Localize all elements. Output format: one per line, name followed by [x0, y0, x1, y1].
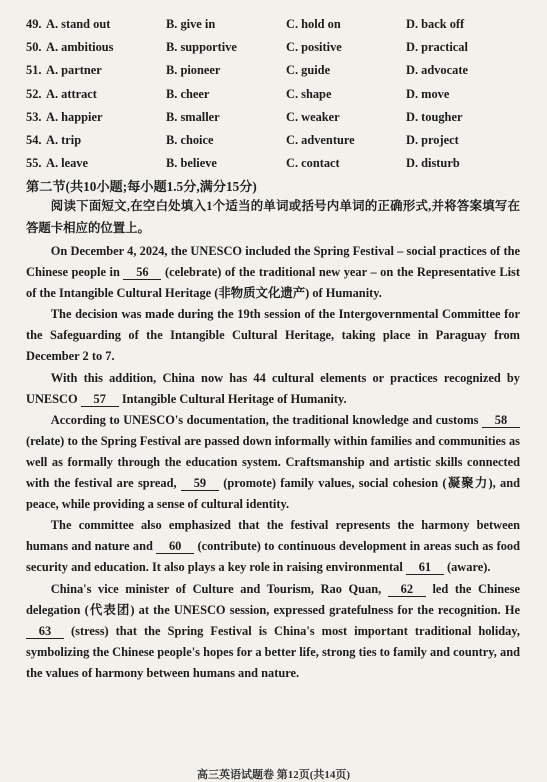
text-span: (promote) family values, social cohesion (凝聚力), and peace, while providing a sense of cultural identity. [26, 476, 520, 512]
option-b: B. pioneer [166, 63, 221, 78]
option-row-50 [26, 36, 536, 59]
option-c: C. adventure [286, 133, 355, 148]
text-span: With this addition, China now has 44 cultural elements or practices recognized by UNESCO [26, 370, 520, 406]
option-d: D. practical [406, 40, 468, 55]
option-a: A. attract [46, 86, 97, 101]
option-b: B. choice [166, 133, 214, 148]
option-a: A. happier [46, 109, 103, 124]
option-b: B. supportive [166, 40, 237, 55]
blank-62: 62 [388, 582, 426, 597]
option-b: B. give in [166, 17, 216, 32]
blank-57: 57 [81, 392, 119, 407]
question-number: 52. [26, 86, 42, 101]
option-b: B. smaller [166, 109, 220, 124]
blank-61: 61 [406, 560, 444, 575]
page-footer: 高三英语试题卷 第12页(共14页) [196, 769, 351, 781]
option-row-53 [26, 106, 536, 129]
blank-63: 63 [26, 624, 64, 639]
instructions [26, 196, 520, 239]
question-number: 54. [26, 133, 42, 148]
question-number: 55. [26, 156, 42, 171]
option-b: B. believe [166, 156, 217, 171]
option-row-51 [26, 59, 536, 82]
option-c: C. positive [286, 40, 342, 55]
blank-58: 58 [482, 413, 520, 428]
option-c: C. weaker [286, 109, 340, 124]
option-row-49 [26, 13, 536, 36]
option-c: C. hold on [286, 17, 341, 32]
option-d: D. tougher [406, 109, 463, 124]
question-number: 49. [26, 17, 42, 32]
option-a: A. trip [46, 133, 82, 148]
paragraph-6 [26, 579, 520, 684]
instruction-text: 阅读下面短文,在空白处填入1个适当的单词或括号内单词的正确形式,并将答案填写在答题卡相应的位置上。 [26, 199, 520, 235]
options-table [26, 13, 536, 175]
text-span: (celebrate) of the traditional new year – on the Representative List of the Intangible Cultural Heritage (非物质文化遗产) of Humanity. [26, 265, 521, 301]
question-number: 51. [26, 63, 42, 78]
option-c: C. shape [286, 86, 332, 101]
text-span: led the Chinese delegation (代表团) at the UNESCO session, expressed gratefulness for the recognition. He [26, 581, 520, 617]
text-span: (aware). [443, 560, 491, 575]
text-span: China's vice minister of Culture and Tourism, Rao Quan, [50, 581, 388, 596]
text-span: Intangible Cultural Heritage of Humanity. [118, 391, 347, 406]
option-row-52 [26, 83, 536, 106]
blank-60: 60 [156, 539, 194, 554]
text-span: (stress) that the Spring Festival is China's most important traditional holiday, symbolizing the Chinese people's hopes for a better life, strong ties to family and country, and the values of harmony between humans and nature. [26, 623, 520, 680]
paragraph-3 [26, 368, 520, 410]
blank-56: 56 [123, 265, 161, 280]
text-span: The committee also emphasized that the festival represents the harmony between humans and nature and [26, 518, 520, 554]
option-c: C. contact [286, 156, 340, 171]
text-span: On December 4, 2024, the UNESCO included the Spring Festival – social practices of the Chinese people in [26, 244, 520, 280]
option-d: D. disturb [406, 156, 460, 171]
paragraph-2: The decision was made during the 19th session of the Intergovernmental Committee for the Safeguarding of the Intangible Cultural Heritage, taking place in Paraguay from December 2 to 7. [26, 307, 520, 364]
paragraph-1 [26, 241, 520, 304]
section-heading: 第二节(共10小题;每小题1.5分,满分15分) [26, 179, 257, 194]
text-span: (contribute) to continuous development in areas such as food security and education. It also plays a key role in raising environmental [26, 539, 520, 575]
option-a: A. partner [46, 63, 102, 78]
option-b: B. cheer [166, 86, 210, 101]
question-number: 53. [26, 109, 42, 124]
text-span: According to UNESCO's documentation, the traditional knowledge and customs [50, 412, 482, 427]
blank-59: 59 [181, 476, 219, 491]
option-a: A. leave [46, 156, 88, 171]
paragraph-4 [26, 410, 520, 515]
option-c: C. guide [286, 63, 331, 78]
question-number: 50. [26, 40, 42, 55]
option-d: D. back off [406, 17, 465, 32]
option-row-55 [26, 152, 536, 175]
text-span: (relate) to the Spring Festival are passed down informally within families and communities as well as formally through the education system. Craftsmanship and artistic skills connected with the festival are spread, [26, 433, 520, 491]
paragraph-5 [26, 515, 520, 578]
option-row-54 [26, 129, 536, 152]
option-a: A. stand out [46, 17, 111, 32]
passage [26, 241, 520, 684]
option-d: D. advocate [406, 63, 468, 78]
option-a: A. ambitious [46, 40, 114, 55]
option-d: D. project [406, 133, 459, 148]
option-d: D. move [406, 86, 450, 101]
